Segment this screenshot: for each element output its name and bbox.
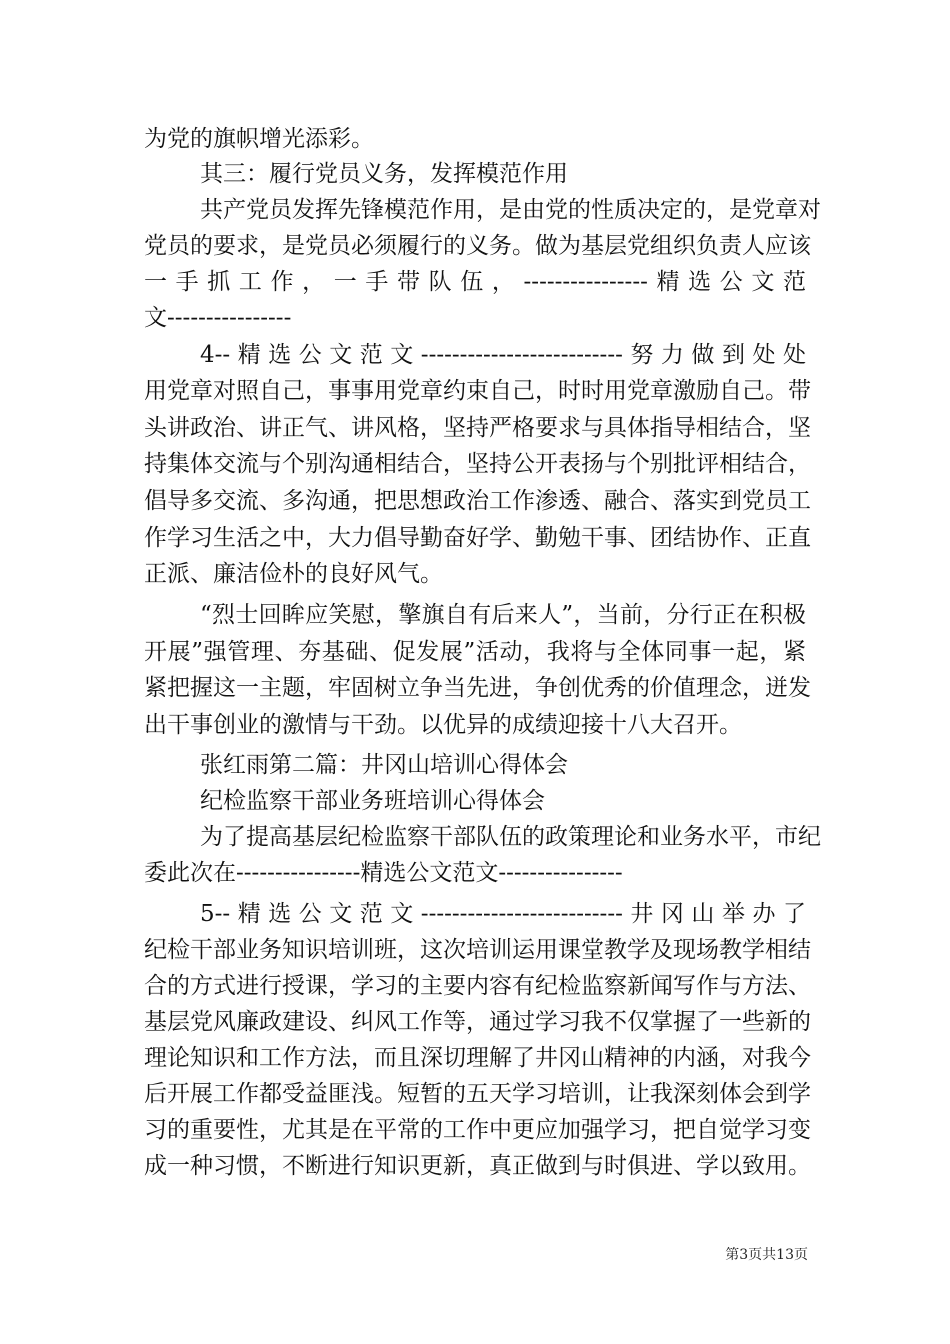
text-line: 头讲政治、讲正气、讲风格，坚持严格要求与具体指导相结合，坚 xyxy=(144,415,811,441)
text-line: 5--精选公文范文--------------------------井冈山举办了 xyxy=(200,901,806,927)
text-line: 持集体交流与个别沟通相结合，坚持公开表扬与个别批评相结合， xyxy=(144,451,811,477)
text-line: 基层党风廉政建设、纠风工作等，通过学习我不仅掌握了一些新的 xyxy=(144,1009,811,1035)
text-line: 4--精选公文范文--------------------------努力做到处处 xyxy=(200,342,806,368)
text-line: 用党章对照自己，事事用党章约束自己，时时用党章激励自己。带 xyxy=(144,378,811,404)
text-line: 委此次在----------------精选公文范文---------------- xyxy=(144,860,623,886)
text-line: 理论知识和工作方法，而且深切理解了井冈山精神的内涵，对我今 xyxy=(144,1045,811,1071)
text-line: 习的重要性，尤其是在平常的工作中更应加强学习，把自觉学习变 xyxy=(144,1117,811,1143)
text-line: 成一种习惯，不断进行知识更新，真正做到与时俱进、学以致用。 xyxy=(144,1153,811,1179)
text-line: 正派、廉洁俭朴的良好风气。 xyxy=(144,561,443,587)
text-line: 后开展工作都受益匪浅。短暂的五天学习培训，让我深刻体会到学 xyxy=(144,1081,811,1107)
text-line: 为了提高基层纪检监察干部队伍的政策理论和业务水平，市纪 xyxy=(200,824,821,850)
text-line: 一手抓工作，一手带队伍，----------------精选公文范 xyxy=(144,269,806,295)
text-line: 开展”强管理、夯基础、促发展”活动，我将与全体同事一起，紧 xyxy=(144,639,806,665)
text-line: 党员的要求，是党员必须履行的义务。做为基层党组织负责人应该 xyxy=(144,233,811,259)
text-line: 文---------------- xyxy=(144,305,292,331)
text-line: 倡导多交流、多沟通，把思想政治工作渗透、融合、落实到党员工 xyxy=(144,488,811,514)
section-heading: 其三：履行党员义务，发挥模范作用 xyxy=(200,161,568,187)
text-line: 纪检干部业务知识培训班，这次培训运用课堂教学及现场教学相结 xyxy=(144,937,811,963)
section-heading: 纪检监察干部业务班培训心得体会 xyxy=(200,788,545,814)
text-line: 为党的旗帜增光添彩。 xyxy=(144,126,374,152)
text-line: 共产党员发挥先锋模范作用，是由党的性质决定的，是党章对 xyxy=(200,197,821,223)
section-heading: 张红雨第二篇：井冈山培训心得体会 xyxy=(200,752,568,778)
text-line: 作学习生活之中，大力倡导勤奋好学、勤勉干事、团结协作、正直 xyxy=(144,525,811,551)
page-number: 第3页共13页 xyxy=(725,1247,808,1263)
text-line: 合的方式进行授课，学习的主要内容有纪检监察新闻写作与方法、 xyxy=(144,973,811,999)
text-line: “烈士回眸应笑慰，擎旗自有后来人”，当前，分行正在积极 xyxy=(200,602,806,628)
text-line: 出干事创业的激情与干劲。以优异的成绩迎接十八大召开。 xyxy=(144,712,742,738)
text-line: 紧把握这一主题，牢固树立争当先进，争创优秀的价值理念，迸发 xyxy=(144,675,811,701)
